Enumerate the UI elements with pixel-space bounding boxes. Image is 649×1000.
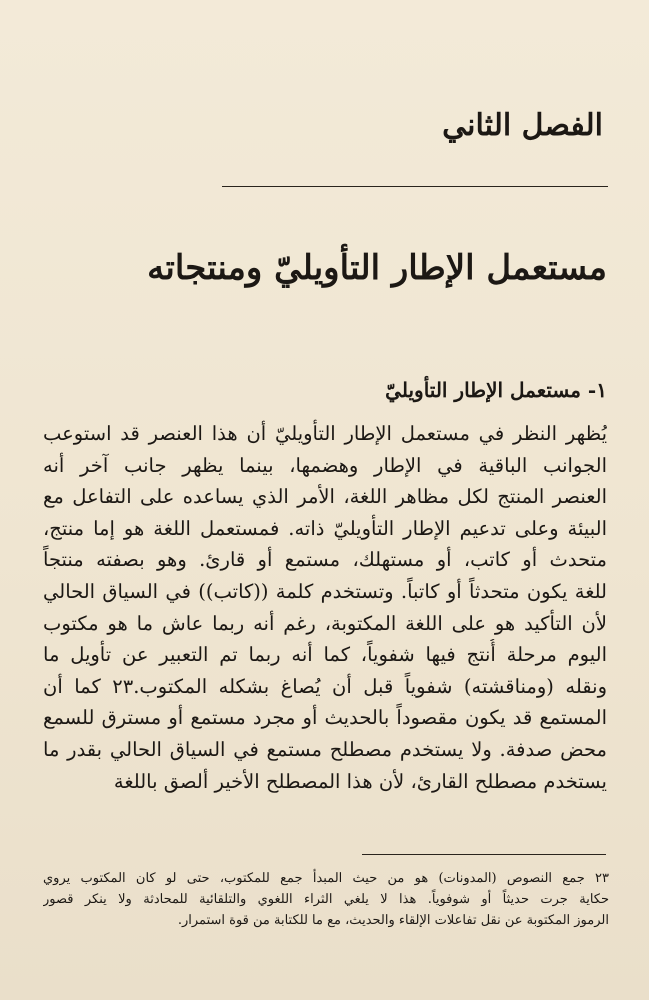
body-line: المستمع قد يكون مقصوداً بالحديث أو مجرد مستمع أو مسترق للسمع [43,706,607,730]
chapter-heading: الفصل الثاني [442,108,603,143]
section-heading: ١- مستعمل الإطار التأويليّ [385,378,607,402]
body-line: العنصر المنتج لكل مظاهر اللغة، الأمر الذي يساعده على التفاعل مع [43,485,607,509]
body-line: يستخدم مصطلح القارئ، لأن هذا المصطلح الأخير ألصق باللغة [113,769,607,793]
body-line: اليوم مرحلة أُنتج فيها شفوياً، كما أنه ربما تم التعبير عن تأويل ما [43,643,607,667]
body-line: لأن التأكيد هو على اللغة المكتوبة، رغم أنه ربما عاش ما هو مكتوب [43,611,607,635]
footnote [43,868,609,931]
body-line: الجوانب الباقية في الإطار وهضمها، بينما يظهر جانب آخر أنه [43,453,607,477]
footnote-divider [362,854,606,855]
body-line: البيئة وعلى تدعيم الإطار التأويليّ ذاته. فمستعمل اللغة هو إما منتج، [43,516,607,540]
chapter-divider [222,186,608,187]
body-line: ونقله (ومناقشته) شفوياً قبل أن يُصاغ بشكله المكتوب.٢٣ كما أن [43,674,607,698]
footnote-line: الرموز المكتوبة عن نقل تفاعلات الإلقاء والحديث، مع ما للكتابة من قوة استمرار. [177,913,609,928]
body-line: يُظهر النظر في مستعمل الإطار التأويليّ أن هذا العنصر قد استوعب [43,422,607,445]
body-paragraph [43,418,607,797]
footnote-line: ٢٣ جمع النصوص (المدونات) هو من حيث المبدأ جمع للمكتوب، حتى لو كان المكتوب يروي [43,871,609,886]
chapter-title: مستعمل الإطار التأويليّ ومنتجاته [147,248,607,288]
footnote-line: حكاية جرت حديثاً أو شوفوياً. هذا لا يلغي الثراء اللغوي والتلقائية للمحادثة ولا ينكر قصور [43,892,609,907]
body-line: متحدث أو كاتب، أو مستهلك، مستمع أو قارئ. وهو بصفته منتجاً [43,548,607,572]
body-line: محض صدفة. ولا يستخدم مصطلح مستمع في السياق الحالي بقدر ما [43,737,607,761]
body-line: للغة يكون متحدثاً أو كاتباً. وتستخدم كلمة ((كاتب)) في السياق الحالي [43,579,607,603]
